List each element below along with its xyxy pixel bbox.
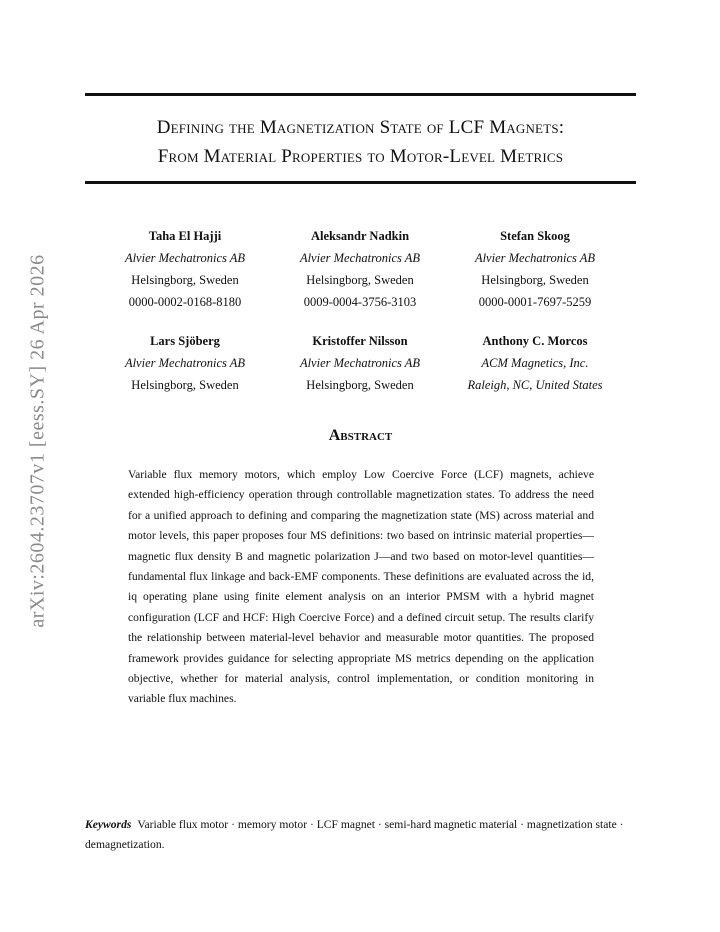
title-bottom-rule bbox=[85, 181, 636, 184]
abstract-heading: Abstract bbox=[328, 427, 393, 444]
title-top-rule bbox=[85, 93, 636, 96]
author-card bbox=[440, 225, 630, 313]
author-name: Stefan Skoog bbox=[500, 229, 570, 243]
author-card bbox=[440, 330, 630, 396]
author-name: Aleksandr Nadkin bbox=[310, 229, 410, 243]
author-name: Anthony C. Morcos bbox=[482, 334, 588, 348]
keywords-text: Variable flux motor · memory motor · LCF magnet · semi-hard magnetic material · magnetization state · demagnetization. bbox=[85, 818, 624, 851]
arxiv-identifier-stamp: arXiv:2604.23707v1 [eess.SY] 26 Apr 2026 bbox=[26, 254, 49, 628]
author-card bbox=[90, 330, 280, 396]
author-location: Helsingborg, Sweden bbox=[131, 378, 239, 392]
keywords-section bbox=[85, 815, 637, 855]
author-orcid: 0009-0004-3756-3103 bbox=[303, 295, 417, 309]
author-location: Raleigh, NC, United States bbox=[467, 378, 603, 392]
author-location: Helsingborg, Sweden bbox=[306, 273, 414, 287]
author-orcid: 0000-0002-0168-8180 bbox=[128, 295, 242, 309]
author-location: Helsingborg, Sweden bbox=[481, 273, 589, 287]
author-affiliation: Alvier Mechatronics AB bbox=[299, 251, 421, 265]
author-name: Taha El Hajji bbox=[148, 229, 222, 243]
author-location: Helsingborg, Sweden bbox=[306, 378, 414, 392]
author-orcid: 0000-0001-7697-5259 bbox=[478, 295, 592, 309]
author-affiliation: ACM Magnetics, Inc. bbox=[481, 356, 589, 370]
author-card bbox=[265, 225, 455, 313]
author-affiliation: Alvier Mechatronics AB bbox=[474, 251, 596, 265]
author-card bbox=[265, 330, 455, 396]
paper-title bbox=[85, 113, 636, 171]
abstract-text: Variable flux memory motors, which employ Low Coercive Force (LCF) magnets, achieve extended high-efficiency operation through controllable magnetization states. To address the need for a unified approach to defining and comparing the magnetization state (MS) across material and motor levels, this paper proposes four MS definitions: two based on intrinsic material properties—magnetic flux density B and magnetic polarization J—and two based on motor-level quantities—fundamental flux linkage and back-EMF components. These definitions are evaluated across the id, iq operating plane using finite element analysis on an interior PMSM with a hybrid magnet configuration (LCF and HCF: High Coercive Force) and a defined circuit setup. The results clarify the relationship between material-level behavior and measurable motor quantities. The proposed framework provides guidance for selecting appropriate MS metrics depending on the application objective, whether for material analysis, control implementation, or condition monitoring in variable flux machines. bbox=[128, 468, 594, 706]
title-line-2: From Material Properties to Motor-Level Metrics bbox=[157, 146, 564, 167]
author-affiliation: Alvier Mechatronics AB bbox=[124, 251, 246, 265]
title-line-1: Defining the Magnetization State of LCF Magnets: bbox=[156, 117, 565, 138]
author-affiliation: Alvier Mechatronics AB bbox=[124, 356, 246, 370]
author-name: Lars Sjöberg bbox=[150, 334, 220, 348]
author-name: Kristoffer Nilsson bbox=[312, 334, 408, 348]
author-location: Helsingborg, Sweden bbox=[131, 273, 239, 287]
author-affiliation: Alvier Mechatronics AB bbox=[299, 356, 421, 370]
keywords-label: Keywords bbox=[85, 818, 132, 831]
author-card bbox=[90, 225, 280, 313]
